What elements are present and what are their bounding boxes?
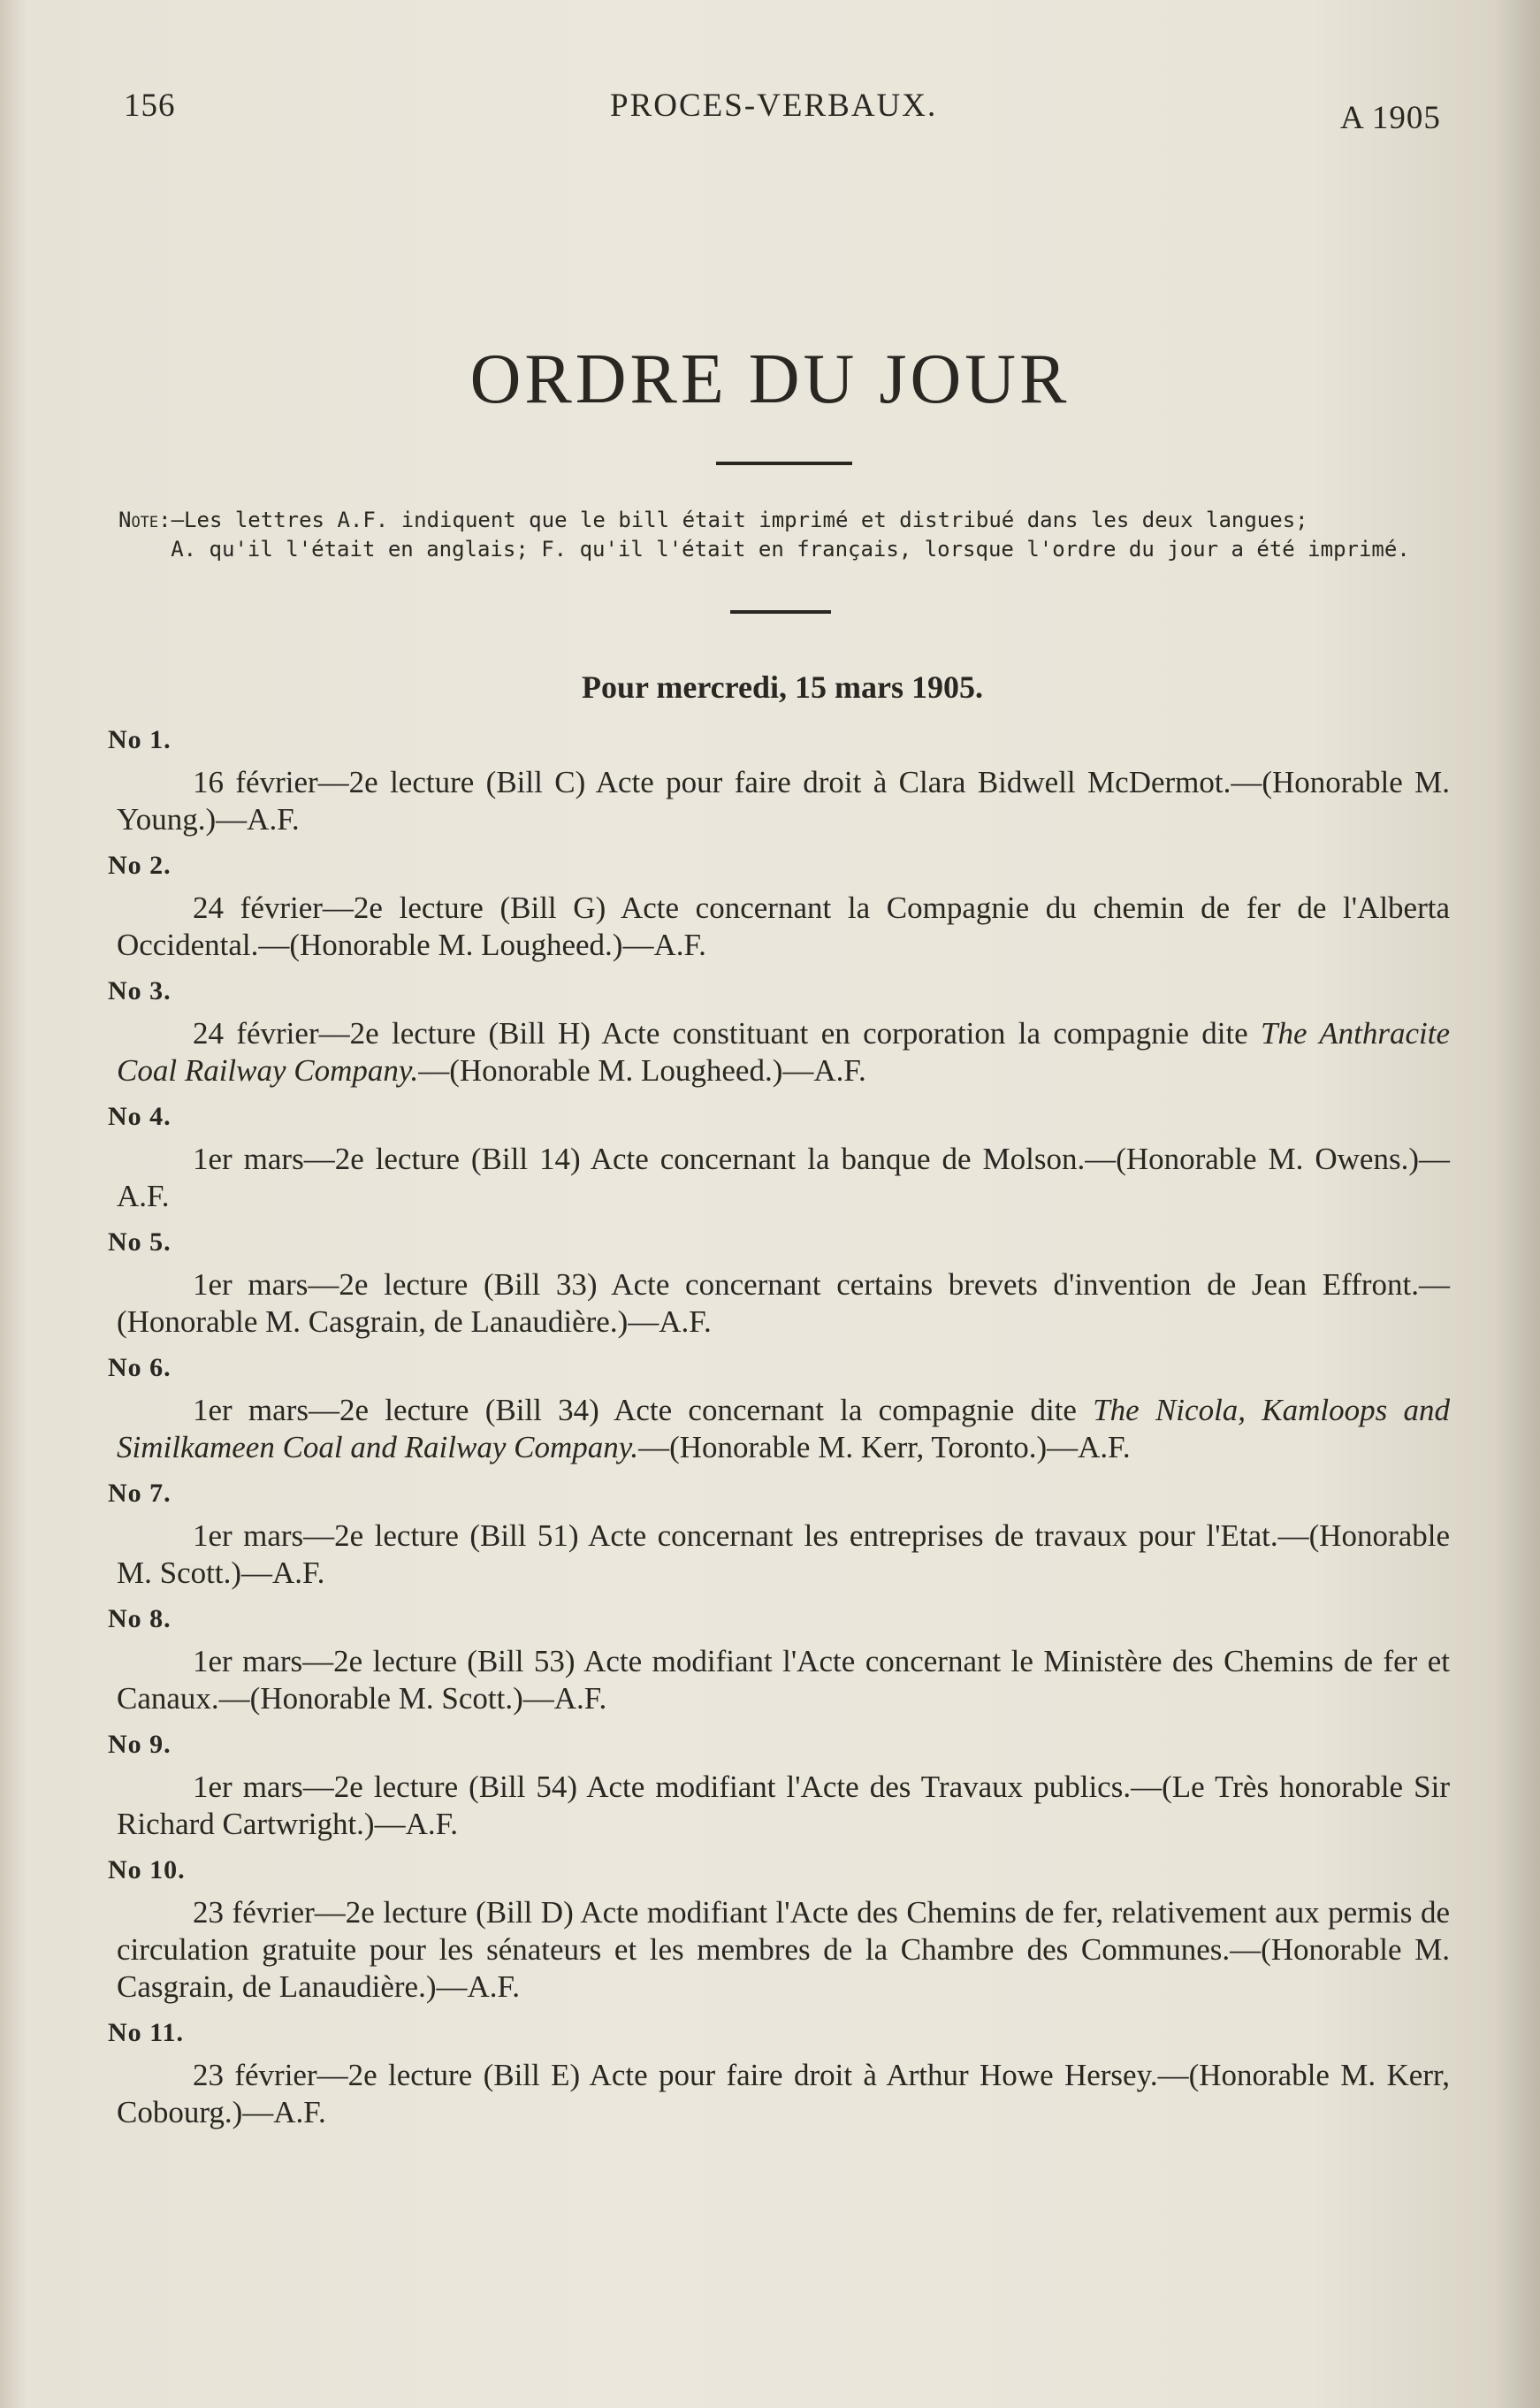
note-divider (730, 610, 831, 614)
item-text: 1er mars—2e lecture (Bill 51) Acte concernant les entreprises de travaux pour l'Etat.—(Honorable M. Scott.)—A.F. (117, 1518, 1450, 1590)
item-text: 24 février—2e lecture (Bill G) Acte concernant la Compagnie du chemin de fer de l'Alberta Occidental.—(Honorable M. Lougheed.)—A.F. (117, 891, 1450, 962)
title-divider (716, 462, 852, 465)
item-text: 23 février—2e lecture (Bill D) Acte modifiant l'Acte des Chemins de fer, relativement aux permis de circulation gratuite pour les sénateurs et les membres de la Chambre des Communes.—(Honorable M. Casgrain, de Lanaudière.)—A.F. (117, 1895, 1450, 2004)
item-number: No 1. (108, 725, 172, 754)
item-number: No 10. (108, 1855, 186, 1884)
note-text-line1: :—Les lettres A.F. indiquent que le bill était imprimé et distribué dans les deux langues; (158, 508, 1308, 532)
item-number: No 3. (108, 976, 172, 1005)
date-heading: Pour mercredi, 15 mars 1905. (582, 669, 983, 705)
item-number: No 5. (108, 1227, 172, 1257)
note-paragraph (118, 506, 1462, 564)
item-number: No 7. (108, 1479, 172, 1508)
item-company-name: The Anthracite Coal Railway Company. (117, 1016, 1450, 1088)
item-company-name: The Nicola, Kamloops and Similkameen Coal and Railway Company. (117, 1393, 1451, 1464)
item-number: No 4. (108, 1102, 172, 1131)
item-text: 1er mars—2e lecture (Bill 53) Acte modifiant l'Acte concernant le Ministère des Chemins de fer et Canaux.—(Honorable M. Scott.)—A.F. (117, 1644, 1450, 1716)
page-title: ORDRE DU JOUR (469, 340, 1071, 418)
item-text (117, 1392, 1450, 1466)
item-text-part: —(Honorable M. Kerr, Toronto.)—A.F. (638, 1430, 1131, 1464)
item-text-part: 1er mars—2e lecture (Bill 34) Acte concernant la compagnie dite (193, 1393, 1094, 1427)
item-text: 1er mars—2e lecture (Bill 54) Acte modifiant l'Acte des Travaux publics.—(Le Très honorable Sir Richard Cartwright.)—A.F. (117, 1770, 1450, 1841)
item-text: 1er mars—2e lecture (Bill 33) Acte concernant certains brevets d'invention de Jean Effront.—(Honorable M. Casgrain, de Lanaudière.)—A.F. (117, 1267, 1450, 1339)
item-text: 1er mars—2e lecture (Bill 14) Acte concernant la banque de Molson.—(Honorable M. Owens.)—A.F. (117, 1142, 1450, 1213)
item-number: No 6. (108, 1353, 172, 1382)
item-text: 16 février—2e lecture (Bill C) Acte pour faire droit à Clara Bidwell McDermot.—(Honorable M. Young.)—A.F. (117, 765, 1450, 837)
year-code: A 1905 (1340, 100, 1441, 136)
note-label: Note (118, 508, 159, 532)
item-number: No 11. (108, 2018, 185, 2047)
item-text: 23 février—2e lecture (Bill E) Acte pour faire droit à Arthur Howe Hersey.—(Honorable M. Kerr, Cobourg.)—A.F. (117, 2058, 1450, 2129)
item-text-part: 24 février—2e lecture (Bill H) Acte constituant en corporation la compagnie dite (193, 1016, 1262, 1051)
item-text (117, 1015, 1450, 1089)
note-text-line2: A. qu'il l'était en anglais; F. qu'il l'était en français, lorsque l'ordre du jour a été imprimé. (171, 537, 1410, 562)
item-number: No 8. (108, 1604, 172, 1633)
item-text-part: —(Honorable M. Lougheed.)—A.F. (418, 1053, 866, 1088)
running-title: PROCES-VERBAUX. (610, 88, 938, 124)
item-number: No 2. (108, 851, 172, 880)
item-number: No 9. (108, 1730, 172, 1759)
agenda-items (108, 725, 1450, 2131)
page-number: 156 (124, 88, 176, 124)
